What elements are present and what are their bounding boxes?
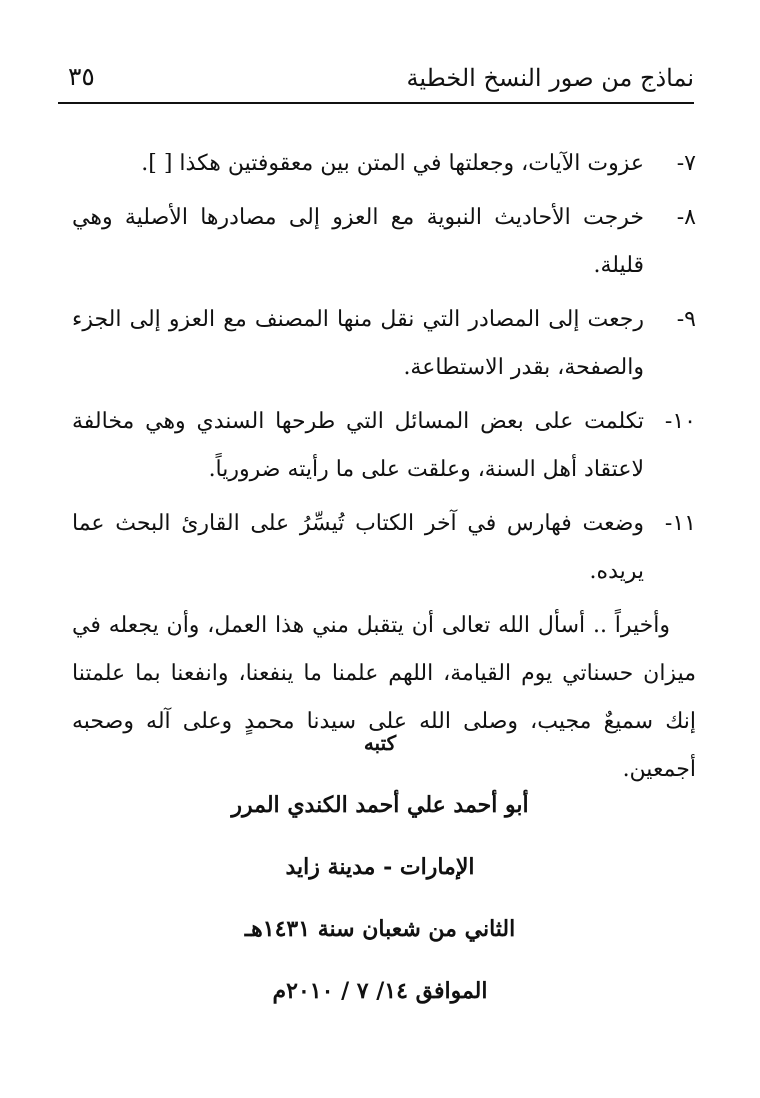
item-number: ٧-: [676, 151, 696, 176]
hijri-date: الثاني من شعبان سنة ١٤٣١هـ: [244, 916, 516, 942]
gregorian-date: الموافق ١٤/ ٧ / ٢٠١٠م: [272, 978, 488, 1004]
item-number: ١٠-: [664, 409, 696, 434]
item-text: وضعت فهارس في آخر الكتاب تُيسِّرُ على القارئ البحث عما يريده.: [72, 511, 644, 584]
author-location: الإمارات - مدينة زايد: [285, 854, 475, 880]
list-item-10: [72, 398, 696, 494]
author-name: أبو أحمد علي أحمد الكندي المرر: [231, 792, 529, 818]
item-number: ٩-: [676, 307, 696, 332]
header-title: نماذج من صور النسخ الخطية: [406, 64, 694, 92]
list-item-8: [72, 194, 696, 290]
item-text: تكلمت على بعض المسائل التي طرحها السندي وهي مخالفة لاعتقاد أهل السنة، وعلقت على ما رأيته ضرورياً.: [72, 409, 644, 482]
running-header: [58, 56, 694, 104]
page-number: ٣٥: [68, 62, 95, 91]
list-item-7: [72, 140, 696, 188]
signature-block: [0, 712, 760, 1022]
item-number: ٨-: [676, 205, 696, 230]
item-number: ١١-: [664, 511, 696, 536]
item-text: رجعت إلى المصادر التي نقل منها المصنف مع العزو إلى الجزء والصفحة، بقدر الاستطاعة.: [72, 307, 644, 380]
list-item-11: [72, 500, 696, 596]
closing-paragraph: وأخيراً .. أسأل الله تعالى أن يتقبل مني هذا العمل، وأن يجعله في ميزان حسناتي يوم القيامة، اللهم علمنا ما ينفعنا، وانفعنا بما علمتنا إنك سميعٌ مجيب، وصلى الله على سيدنا محمدٍ وعلى آله وصحبه أجمعين.: [72, 613, 696, 782]
item-text: خرجت الأحاديث النبوية مع العزو إلى مصادرها الأصلية وهي قليلة.: [72, 205, 644, 278]
signature-heading: كتبه: [363, 731, 397, 755]
header-rule: [58, 102, 694, 104]
list-item-9: [72, 296, 696, 392]
item-text: عزوت الآيات، وجعلتها في المتن بين معقوفتين هكذا [ ].: [141, 151, 644, 176]
